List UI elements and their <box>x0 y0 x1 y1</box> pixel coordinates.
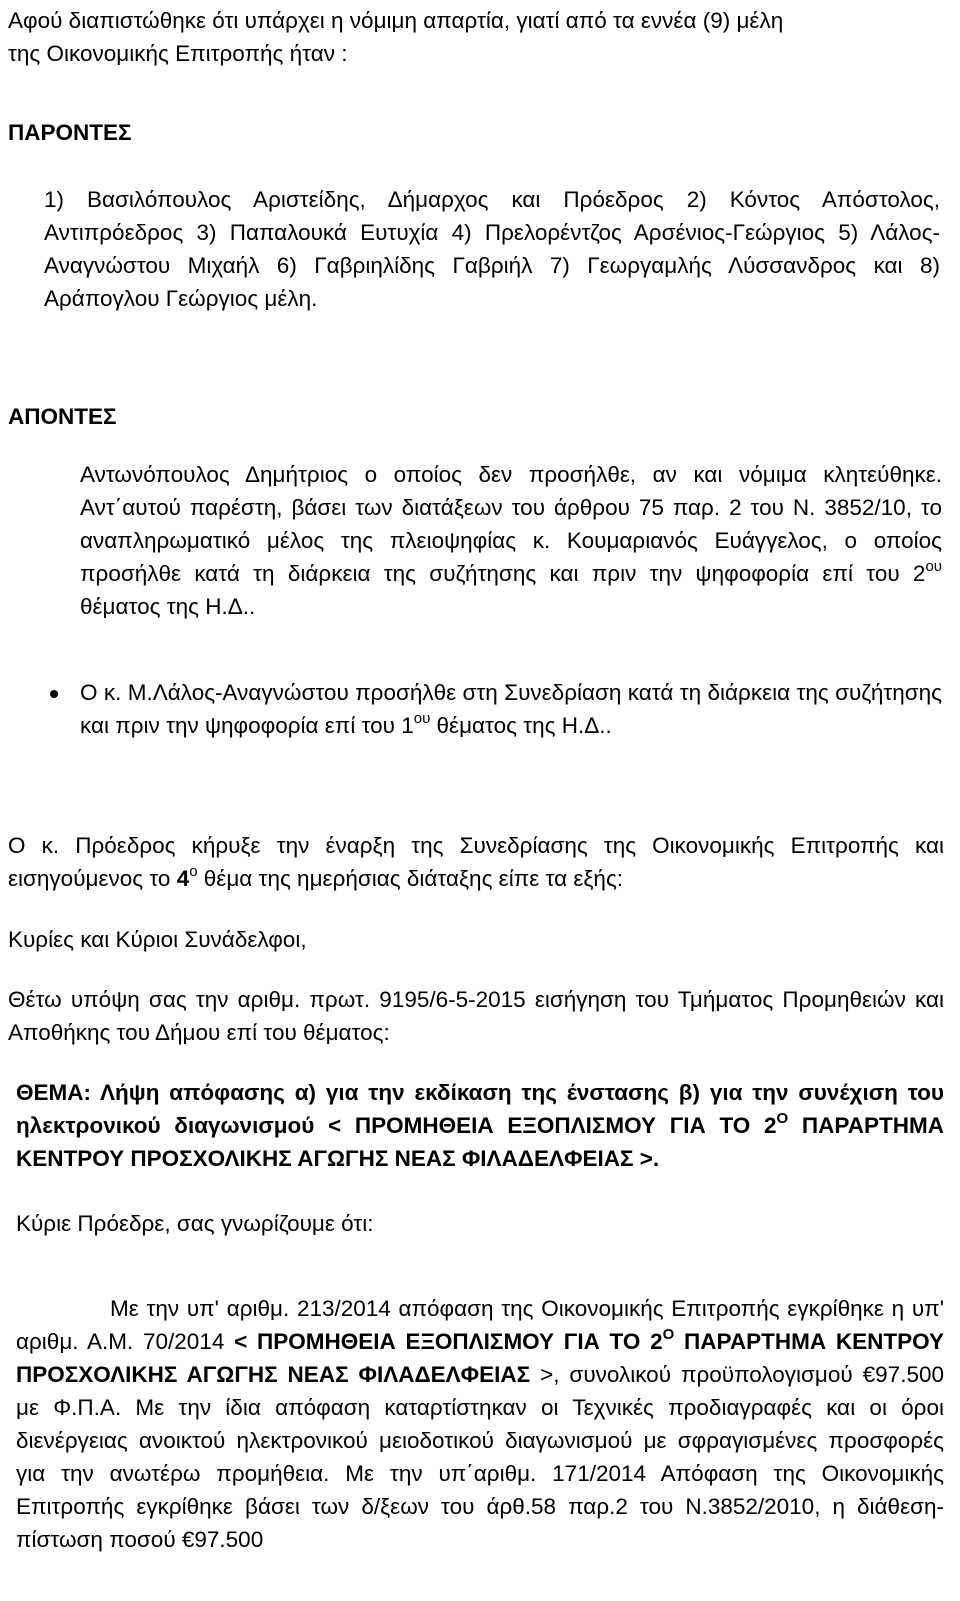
bullet-note-end: θέματος της Η.Δ.. <box>430 713 612 738</box>
opening-item-number: 4 <box>176 866 190 891</box>
intro-line-2: της Οικονομικής Επιτροπής ήταν : <box>8 41 348 66</box>
subject-sup: Ο <box>776 1109 789 1127</box>
body-bold-2: ΠΑΡΑΡΤΗΜΑ ΚΕΝΤΡΟΥ ΠΡΟΣΧΟΛΙΚΗΣ ΑΓΩΓΗΣ ΝΕΑΣ ΦΙΛΑΔΕΛΦΕΙΑΣ <box>16 1329 944 1387</box>
present-heading: ΠΑΡΟΝΤΕΣ <box>8 120 132 145</box>
present-members: 1) Βασιλόπουλος Αριστείδης, Δήμαρχος και Πρόεδρος 2) Κόντος Απόστολος, Αντιπρόεδρος 3) Παπαλουκά Ευτυχία 4) Πρελορέντζος Αρσένιος-Γεώργιος 5) Λάλος-Αναγνώστου Μιχαήλ 6) Γαβριηλίδης Γαβριήλ 7) Γεωργαμλής Λύσσανδρος και 8) Αράπογλου Γεώργιος μέλη. <box>44 187 940 311</box>
absent-text <box>80 458 942 623</box>
subject-paragraph <box>16 1076 944 1175</box>
body-text-2: >, συνολικού προϋπολογισμού €97.500 με Φ.Π.Α. Με την ίδια απόφαση καταρτίστηκαν οι Τεχνικές προδιαγραφές και οι όροι διενέργειας ανοικτού ηλεκτρονικού μειοδοτικού διαγωνισμού με σφραγισμένες προσφορές για την ανωτέρω προμήθεια. Με την υπ΄αριθμ. 171/2014 Απόφαση της Οικονομικής Επιτροπής εγκρίθηκε βάσει των δ/ξεων του άρθ.58 παρ.2 του Ν.3852/2010, η διάθεση-πίστωση ποσού €97.500 <box>16 1362 944 1552</box>
absent-text-sup: ου <box>925 557 942 575</box>
body-text-1: Με την υπ' αριθμ. 213/2014 απόφαση της Οικονομικής Επιτροπής εγκρίθηκε η υπ' αριθμ. Α.Μ. 70/2014 <box>16 1296 944 1354</box>
opening-paragraph <box>8 829 944 895</box>
submission-paragraph: Θέτω υπόψη σας την αριθμ. πρωτ. 9195/6-5-2015 εισήγηση του Τμήματος Προμηθειών και Αποθήκης του Δήμου επί του θέματος: <box>8 987 944 1045</box>
body-sup: Ο <box>662 1325 675 1343</box>
salutation: Κυρίες και Κύριοι Συνάδελφοι, <box>8 927 307 952</box>
subject-text: ΘΕΜΑ: Λήψη απόφασης α) για την εκδίκαση της ένστασης β) για την συνέχιση του ηλεκτρονικού διαγωνισμού < ΠΡΟΜΗΘΕΙΑ ΕΞΟΠΛΙΣΜΟΥ ΓΙΑ ΤΟ 2 <box>16 1080 944 1138</box>
intro-line-1: Αφού διαπιστώθηκε ότι υπάρχει η νόμιμη απαρτία, γιατί από τα εννέα (9) μέλη <box>8 8 784 33</box>
address-line: Κύριε Πρόεδρε, σας γνωρίζουμε ότι: <box>16 1211 374 1236</box>
opening-text-end: θέμα της ημερήσιας διάταξης είπε τα εξής: <box>197 866 624 891</box>
absent-text-end: θέματος της Η.Δ.. <box>80 594 256 619</box>
body-paragraph <box>16 1292 944 1556</box>
absent-text-main: Αντωνόπουλος Δημήτριος ο οποίος δεν προσήλθε, αν και νόμιμα κλητεύθηκε. Αντ΄αυτού παρέστη, βάσει των διατάξεων του άρθρου 75 παρ. 2 του Ν. 3852/10, το αναπληρωματικό μέλος της πλειοψηφίας κ. Κουμαριανός Ευάγγελος, ο οποίος προσήλθε κατά τη διάρκεια της συζήτησης και πριν την ψηφοφορία επί του 2 <box>80 462 942 586</box>
subject-text-end: ΠΑΡΑΡΤΗΜΑ ΚΕΝΤΡΟΥ ΠΡΟΣΧΟΛΙΚΗΣ ΑΓΩΓΗΣ ΝΕΑΣ ΦΙΛΑΔΕΛΦΕΙΑΣ >. <box>16 1113 944 1171</box>
bullet-note <box>80 676 942 742</box>
bullet-note-main: Ο κ. Μ.Λάλος-Αναγνώστου προσήλθε στη Συνεδρίαση κατά τη διάρκεια της συζήτησης και πριν την ψηφοφορία επί του 1 <box>80 680 942 738</box>
bullet-note-sup: ου <box>413 709 431 727</box>
bullet-icon <box>50 690 58 698</box>
opening-text: Ο κ. Πρόεδρος κήρυξε την έναρξη της Συνεδρίασης της Οικονομικής Επιτροπής και εισηγούμενος το <box>8 833 944 891</box>
opening-sup: ο <box>189 862 198 880</box>
absent-heading: ΑΠΟΝΤΕΣ <box>8 404 117 429</box>
body-bold-1: < ΠΡΟΜΗΘΕΙΑ ΕΞΟΠΛΙΣΜΟΥ ΓΙΑ ΤΟ 2 <box>234 1329 663 1354</box>
